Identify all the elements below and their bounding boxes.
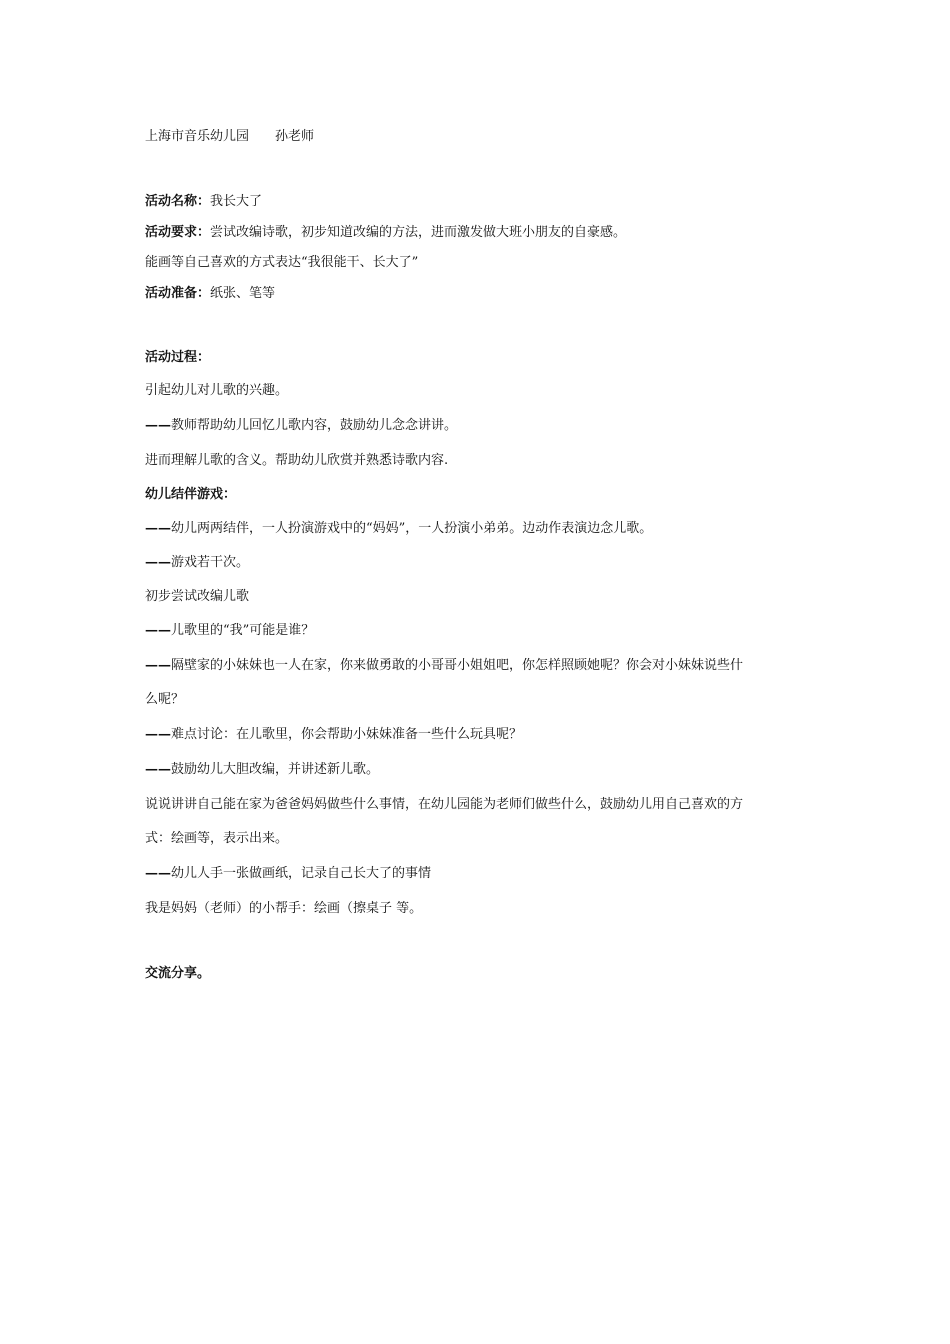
dash-marker: —— bbox=[145, 658, 171, 673]
talk-paragraph: 说说讲讲自己能在家为爸爸妈妈做些什么事情，在幼儿园能为老师们做些什么，鼓励幼儿用自己喜欢的方 bbox=[145, 797, 744, 812]
adapt-heading: 初步尝试改编儿歌 bbox=[145, 589, 250, 604]
process-step-1-note: 进而理解儿歌的含义。帮助幼儿欣赏并熟悉诗歌内容. bbox=[145, 453, 449, 468]
dash-marker: —— bbox=[145, 521, 171, 536]
dash-marker: —— bbox=[145, 866, 171, 881]
activity-name-line bbox=[145, 193, 825, 211]
activity-requirement-value: 尝试改编诗歌，初步知道改编的方法，进而激发做大班小朋友的自豪感。 bbox=[210, 225, 627, 240]
helper-line: 我是妈妈（老师）的小帮手：绘画（擦桌子 等。 bbox=[145, 901, 423, 916]
activity-name-value: 我长大了 bbox=[210, 194, 263, 209]
game-step-2: ——游戏若干次。 bbox=[145, 555, 250, 570]
activity-name-label: 活动名称： bbox=[145, 194, 211, 209]
process-intro: 引起幼儿对儿歌的兴趣。 bbox=[145, 383, 289, 398]
adapt-step-3: ——难点讨论：在儿歌里，你会帮助小妹妹准备一些什么玩具呢？ bbox=[145, 727, 523, 742]
adapt-step-2-continued: 么呢？ bbox=[145, 692, 185, 707]
adapt-step-2: ——隔壁家的小妹妹也一人在家，你来做勇敢的小哥哥小姐姐吧，你怎样照顾她呢？你会对小妹妹说些什 bbox=[145, 658, 744, 673]
header-line bbox=[145, 128, 825, 146]
dash-marker: —— bbox=[145, 555, 171, 570]
adapt-step-1: ——儿歌里的“我”可能是谁？ bbox=[145, 623, 315, 638]
dash-marker: —— bbox=[145, 727, 171, 742]
game-step-1: ——幼儿两两结伴，一人扮演游戏中的“妈妈”，一人扮演小弟弟。边动作表演边念儿歌。 bbox=[145, 521, 653, 536]
share-heading: 交流分享。 bbox=[145, 966, 211, 981]
activity-requirement-label: 活动要求： bbox=[145, 225, 211, 240]
talk-paragraph-continued: 式：绘画等，表示出来。 bbox=[145, 831, 289, 846]
dash-marker: —— bbox=[145, 762, 171, 777]
activity-requirement-continued: 能画等自己喜欢的方式表达“我很能干、长大了” bbox=[145, 255, 419, 270]
dash-marker: —— bbox=[145, 623, 171, 638]
game-heading: 幼儿结伴游戏： bbox=[145, 487, 237, 502]
process-heading: 活动过程： bbox=[145, 350, 211, 365]
activity-prep-line bbox=[145, 285, 825, 303]
draw-step: ——幼儿人手一张做画纸，记录自己长大了的事情 bbox=[145, 866, 432, 881]
school-name: 上海市音乐幼儿园 bbox=[145, 129, 250, 144]
dash-marker: —— bbox=[145, 418, 171, 433]
process-step-1: ——教师帮助幼儿回忆儿歌内容，鼓励幼儿念念讲讲。 bbox=[145, 418, 458, 433]
activity-prep-label: 活动准备： bbox=[145, 286, 211, 301]
activity-prep-value: 纸张、笔等 bbox=[210, 286, 276, 301]
activity-requirement-line bbox=[145, 224, 825, 242]
teacher-name: 孙老师 bbox=[275, 129, 315, 144]
adapt-step-4: ——鼓励幼儿大胆改编，并讲述新儿歌。 bbox=[145, 762, 380, 777]
